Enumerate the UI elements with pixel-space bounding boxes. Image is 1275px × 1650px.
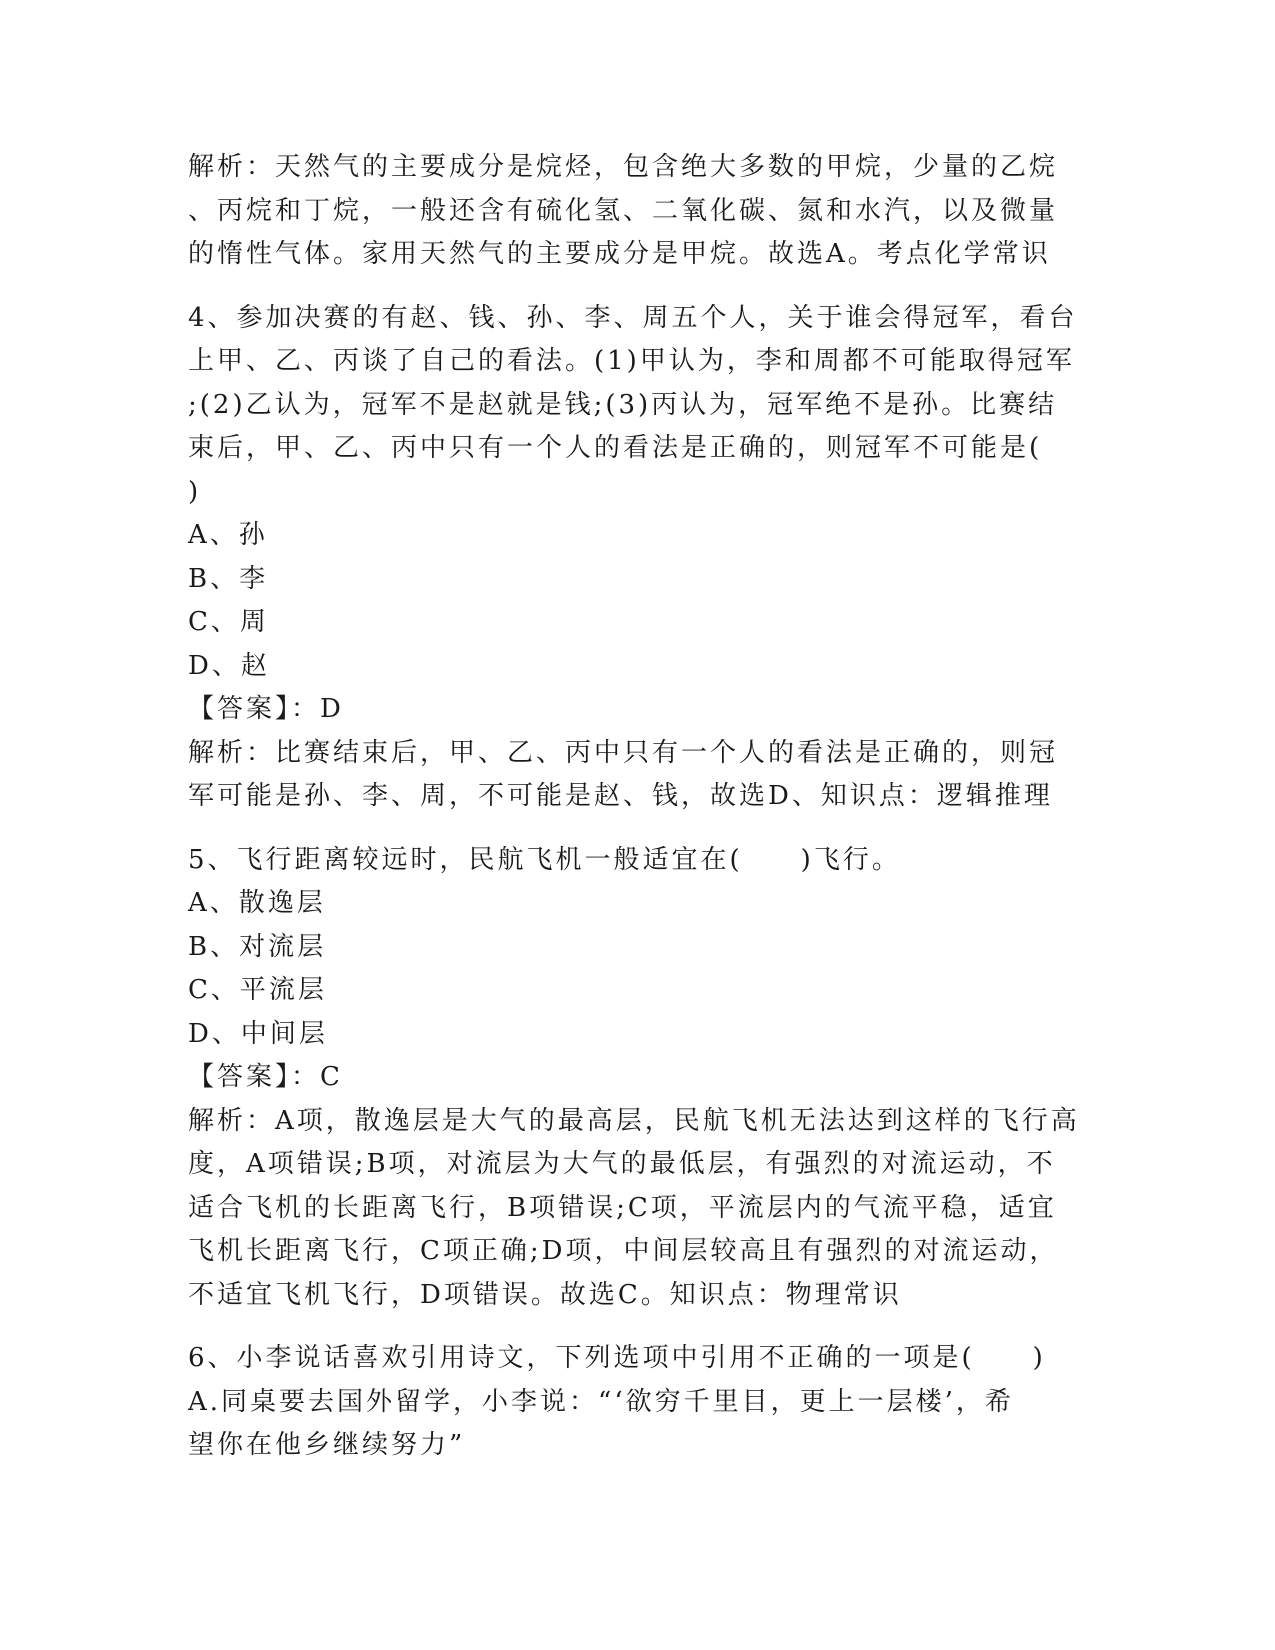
question-4 bbox=[188, 297, 1088, 819]
question-stem-line: 上甲、乙、丙谈了自己的看法。(1)甲认为，李和周都不可能取得冠军 bbox=[188, 346, 1075, 376]
question-stem-line: 束后，甲、乙、丙中只有一个人的看法是正确的，则冠军不可能是( bbox=[188, 433, 1043, 463]
question-stem-line: 6、小李说话喜欢引用诗文，下列选项中引用不正确的一项是( ) bbox=[188, 1343, 1046, 1373]
text-line: 解析：天然气的主要成分是烷烃，包含绝大多数的甲烷，少量的乙烷 bbox=[188, 152, 1059, 182]
text-line: 的惰性气体。家用天然气的主要成分是甲烷。故选A。考点化学常识 bbox=[188, 239, 1051, 269]
explanation-line: 度，A项错误;B项，对流层为大气的最低层，有强烈的对流运动，不 bbox=[188, 1149, 1056, 1179]
option-a: A、孙 bbox=[188, 520, 268, 550]
option-d: D、赵 bbox=[188, 650, 270, 681]
answer-line: 【答案】：C bbox=[188, 1062, 343, 1092]
option-a-continued: 望你在他乡继续努力” bbox=[188, 1430, 466, 1460]
explanation-line: 不适宜飞机飞行，D项错误。故选C。知识点：物理常识 bbox=[188, 1279, 902, 1310]
document-body bbox=[188, 146, 1088, 1468]
text-line: 、丙烷和丁烷，一般还含有硫化氢、二氧化碳、氮和水汽，以及微量 bbox=[188, 195, 1059, 226]
option-b: B、对流层 bbox=[188, 931, 327, 962]
question-stem-line: 4、参加决赛的有赵、钱、孙、李、周五个人，关于谁会得冠军，看台 bbox=[188, 302, 1078, 333]
question-stem-line: 5、飞行距离较远时，民航飞机一般适宜在( )飞行。 bbox=[188, 844, 901, 875]
answer-line: 【答案】：D bbox=[188, 694, 344, 724]
option-a: A.同桌要去国外留学，小李说：“‘欲穷千里目，更上一层楼’，希 bbox=[188, 1386, 1014, 1417]
explanation-line: 适合飞机的长距离飞行，B项错误;C项，平流层内的气流平稳，适宜 bbox=[188, 1192, 1057, 1223]
paragraph-gap bbox=[188, 1317, 1088, 1337]
explanation-line: 飞机长距离飞行，C项正确;D项，中间层较高且有强烈的对流运动， bbox=[188, 1236, 1059, 1266]
explanation-line: 解析：A项，散逸层是大气的最高层，民航飞机无法达到这样的飞行高 bbox=[188, 1105, 1080, 1136]
option-c: C、平流层 bbox=[188, 975, 327, 1005]
paragraph-gap bbox=[188, 277, 1088, 297]
option-b: B、李 bbox=[188, 563, 269, 594]
option-c: C、周 bbox=[188, 607, 269, 637]
option-d: D、中间层 bbox=[188, 1018, 328, 1049]
question-6 bbox=[188, 1337, 1088, 1468]
question-5 bbox=[188, 839, 1088, 1318]
question-stem-line: ;(2)乙认为，冠军不是赵就是钱;(3)丙认为，冠军绝不是孙。比赛结 bbox=[188, 389, 1058, 420]
explanation-line: 解析：比赛结束后，甲、乙、丙中只有一个人的看法是正确的，则冠 bbox=[188, 737, 1059, 768]
explanation-line: 军可能是孙、李、周，不可能是赵、钱，故选D、知识点：逻辑推理 bbox=[188, 781, 1053, 811]
question-3-explanation bbox=[188, 146, 1088, 277]
paragraph-gap bbox=[188, 819, 1088, 839]
option-a: A、散逸层 bbox=[188, 888, 326, 918]
question-stem-line: ) bbox=[188, 476, 202, 507]
